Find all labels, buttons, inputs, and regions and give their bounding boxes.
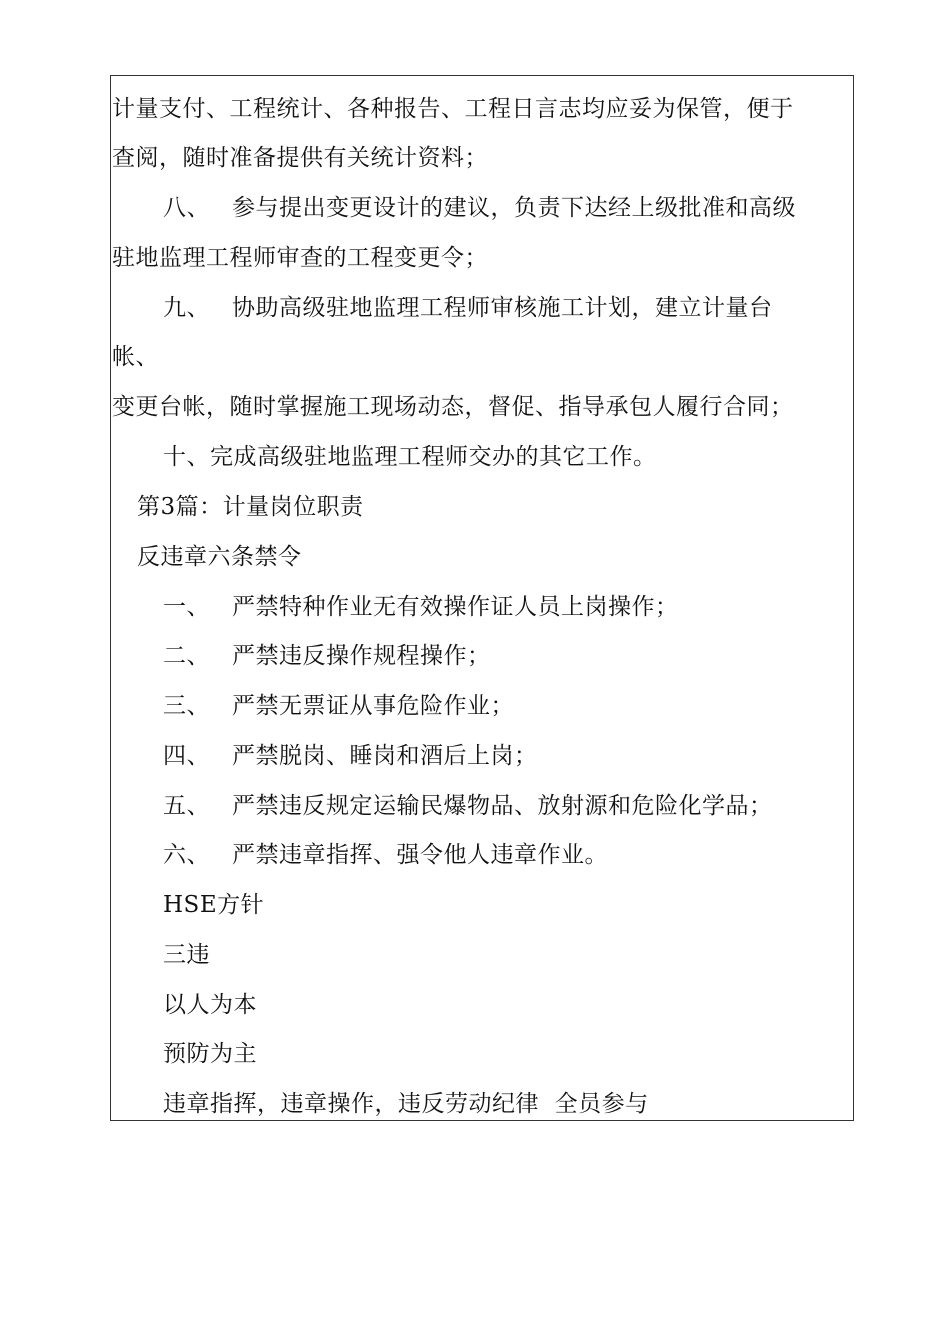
hse-line: 以人为本	[163, 992, 257, 1018]
ban-text: 严禁无票证从事危险作业；	[232, 693, 514, 719]
ban-number: 一、	[163, 594, 210, 620]
paragraph-line: 变更台帐，随时掌握施工现场动态，督促、指导承包人履行合同；	[112, 394, 794, 420]
ban-text: 严禁脱岗、睡岗和酒后上岗；	[232, 743, 538, 769]
list-item-nine	[163, 293, 773, 323]
ban-item	[163, 641, 491, 671]
ban-text: 严禁违章指挥、强令他人违章作业。	[232, 842, 608, 868]
section-title: 第3篇：计量岗位职责	[137, 494, 364, 520]
paragraph-line: 计量支付、工程统计、各种报告、工程日言志均应妥为保管，便于	[112, 96, 794, 122]
item-number: 九、	[163, 295, 210, 321]
hse-title: HSE方针	[163, 892, 265, 918]
ban-item	[163, 691, 514, 721]
item-text: 协助高级驻地监理工程师审核施工计划，建立计量台	[232, 295, 773, 321]
ban-item	[163, 791, 773, 821]
ban-title: 反违章六条禁令	[137, 544, 302, 570]
hse-line: 违章指挥，违章操作，违反劳动纪律 全员参与	[163, 1091, 649, 1117]
item-number: 八、	[163, 195, 210, 221]
ban-item	[163, 840, 608, 870]
ban-item	[163, 592, 679, 622]
item-text: 参与提出变更设计的建议，负责下达经上级批准和高级	[232, 195, 796, 221]
ban-text: 严禁违反规定运输民爆物品、放射源和危险化学品；	[232, 793, 773, 819]
paragraph-line: 帐、	[112, 344, 159, 370]
hse-line: 三违	[163, 942, 210, 968]
paragraph-line: 查阅，随时准备提供有关统计资料；	[112, 145, 488, 171]
ban-number: 二、	[163, 643, 210, 669]
ban-number: 五、	[163, 793, 210, 819]
list-item-ten: 十、完成高级驻地监理工程师交办的其它工作。	[163, 444, 657, 470]
ban-text: 严禁特种作业无有效操作证人员上岗操作；	[232, 594, 679, 620]
ban-number: 三、	[163, 693, 210, 719]
ban-number: 四、	[163, 743, 210, 769]
ban-text: 严禁违反操作规程操作；	[232, 643, 491, 669]
ban-item	[163, 741, 538, 771]
ban-number: 六、	[163, 842, 210, 868]
paragraph-line: 驻地监理工程师审查的工程变更令；	[112, 245, 488, 271]
hse-line: 预防为主	[163, 1041, 257, 1067]
list-item-eight	[163, 193, 796, 223]
